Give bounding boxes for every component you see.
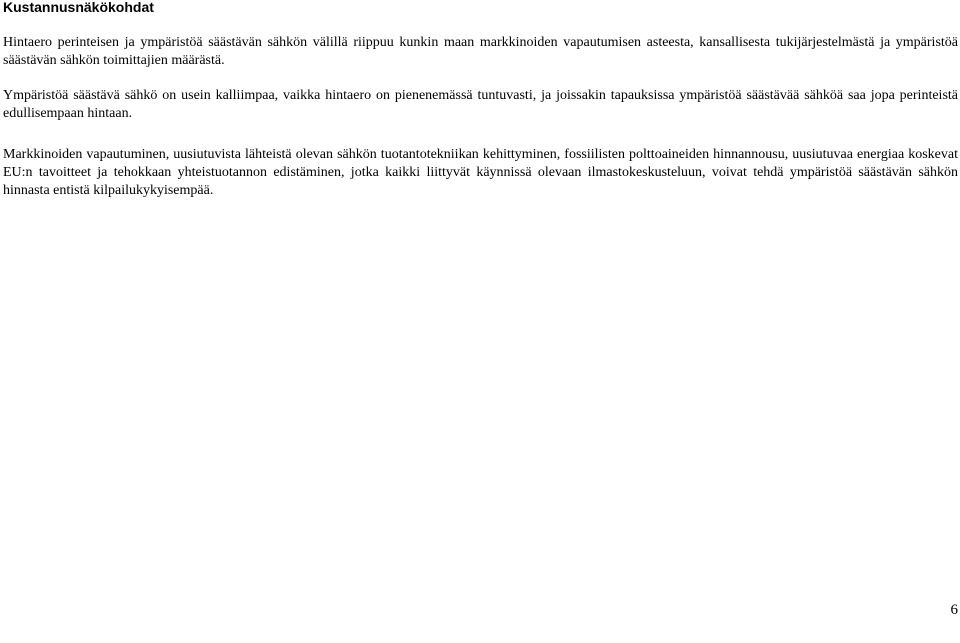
paragraph-market-liberalisation: Markkinoiden vapautuminen, uusiutuvista lähteistä olevan sähkön tuotantotekniikan kehittyminen, fossiilisten polttoaineiden hinnannousu, uusiutuvaa energiaa koskevat EU:n tavoitteet ja tehokkaan yhteistuotannon edistäminen, jotka kaikki liittyvät käynnissä olevaan ilmastokeskusteluun, voivat tehdä ympäristöä säästävän sähkön hinnasta entistä kilpailukykyisempää. <box>3 147 958 198</box>
paragraph-green-electricity-cost: Ympäristöä säästävä sähkö on usein kalliimpaa, vaikka hintaero on pienenemässä tuntuvasti, ja joissakin tapauksissa ympäristöä säästävää sähköä saa jopa perinteistä edullisempaan hintaan. <box>3 88 958 121</box>
paragraph-price-difference: Hintaero perinteisen ja ympäristöä säästävän sähkön välillä riippuu kunkin maan markkinoiden vapautumisen asteesta, kansallisesta tukijärjestelmästä ja ympäristöä säästävän sähkön toimittajien määrästä. <box>3 35 958 68</box>
page-number: 6 <box>950 602 958 618</box>
section-heading: Kustannusnäkökohdat <box>3 0 154 15</box>
